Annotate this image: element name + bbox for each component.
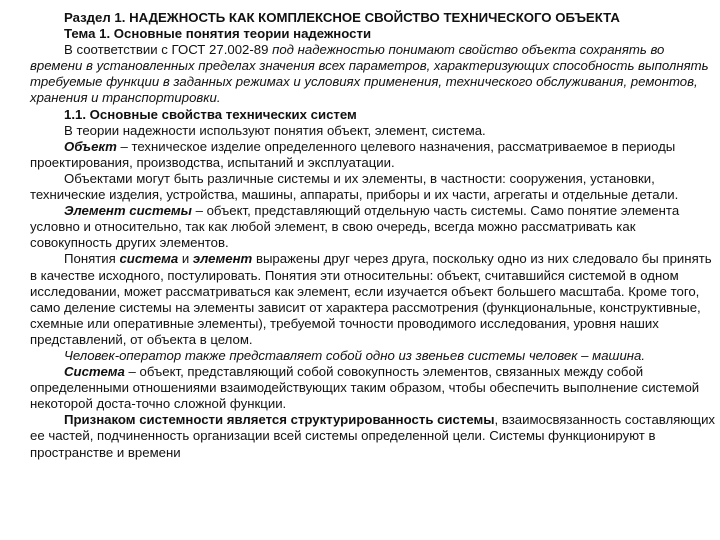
paragraph-gost-definition <box>30 42 720 106</box>
section-title <box>30 10 720 26</box>
paragraph-system-element <box>30 251 720 348</box>
document-page <box>30 10 720 461</box>
paragraph-operator <box>30 348 720 364</box>
paragraph-system <box>30 364 720 412</box>
paragraph-object-examples <box>30 171 720 203</box>
reliability-definition-text: под надежностью понимают свойство объекта сохранять во времени в установленных пределах значения всех параметров, характеризующих способность выполнять требуемые функции в заданных режимах и условиях применения, технического обслуживания, ремонтов, хранения и транспортировки. <box>30 42 709 106</box>
term-system: Система <box>64 364 125 380</box>
term-system-inline: система <box>119 251 179 267</box>
topic-title <box>30 26 720 42</box>
section-title-text: Раздел 1. НАДЕЖНОСТЬ КАК КОМПЛЕКСНОЕ СВОЙСТВО ТЕХНИЧЕСКОГО ОБЪЕКТА <box>64 10 620 25</box>
operator-text: Человек-оператор также представляет собой одно из звеньев системы человек – машина. <box>64 347 646 363</box>
paragraph-systemness <box>30 412 720 460</box>
system-element-text: выражены друг через друга, поскольку одно из них следовало бы принять в качестве исходного, постулировать. Понятия эти относительны: объект, считавшийся системой в одном исследовании, может рассматриваться как элемент, если изучается объект большего масштаба. Кроме того, само деление системы на элементы зависит от характера рассмотрения (функциональные, конструктивные, схемные или оперативные элементы), требуемой точности проводимого исследования, уровня наших представлений, от объекта в целом. <box>30 251 712 347</box>
paragraph-object <box>30 139 720 171</box>
system-element-lead: Понятия <box>64 251 120 267</box>
subsection-title-text: 1.1. Основные свойства технических систем <box>64 106 357 122</box>
gost-lead-text: В соответствии с ГОСТ 27.002-89 <box>64 42 273 58</box>
object-examples-text: Объектами могут быть различные системы и их элементы, в частности: сооружения, установки, технические изделия, устройства, машины, аппараты, приборы и их части, агрегаты и отдельные детали. <box>30 170 679 203</box>
subsection-title <box>30 107 720 123</box>
term-element-inline: элемент <box>192 251 253 267</box>
system-definition-text: – объект, представляющий собой совокупность элементов, связанных между собой определенными отношениями взаимодействующих таким образом, чтобы обеспечить выполнение системой некоторой доста-точно сложной функции. <box>30 364 700 412</box>
paragraph-concepts <box>30 123 720 139</box>
system-element-mid: и <box>178 251 193 267</box>
element-definition-text: – объект, представляющий отдельную часть системы. Само понятие элемента условно и относительно, так как любой элемент, в свою очередь, всегда можно рассматривать как совокупность других элементов. <box>30 203 680 251</box>
systemness-bold-text: Признаком системности является структурированность системы <box>64 412 495 428</box>
term-element: Элемент системы <box>64 203 192 219</box>
object-definition-text: – техническое изделие определенного целевого назначения, рассматриваемое в периоды проектирования, производства, испытаний и эксплуатации. <box>30 138 676 170</box>
term-object: Объект <box>64 138 117 154</box>
paragraph-element <box>30 203 720 251</box>
topic-title-text: Тема 1. Основные понятия теории надежности <box>64 26 372 42</box>
systemness-text: , взаимосвязанность составляющих ее частей, подчиненность организации всей системы определенной цели. Системы функционируют в пространстве и времени <box>30 412 716 460</box>
concepts-text: В теории надежности используют понятия объект, элемент, система. <box>64 122 486 138</box>
